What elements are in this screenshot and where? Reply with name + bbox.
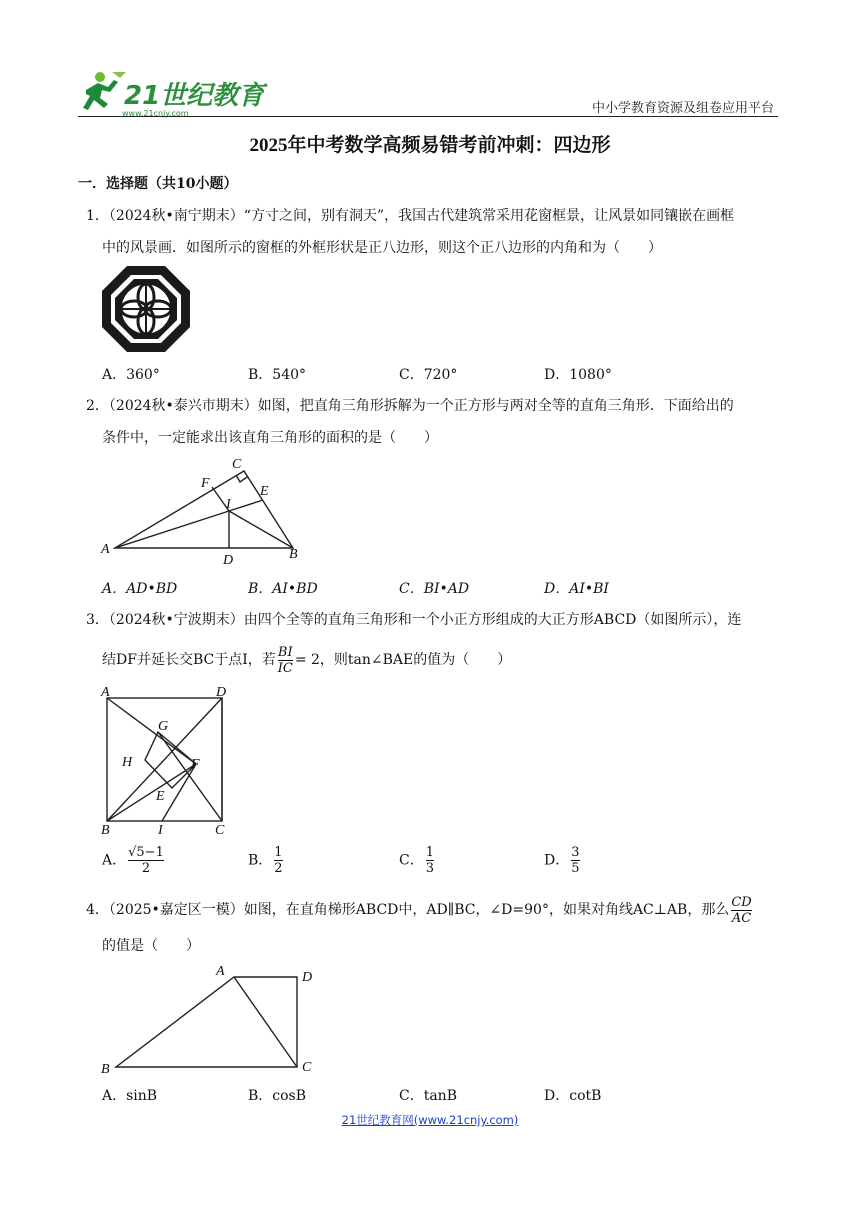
- site-logo: [78, 68, 265, 118]
- svg-text:C: C: [215, 823, 225, 838]
- svg-text:A: A: [216, 964, 225, 979]
- svg-text:A: A: [101, 542, 110, 557]
- runner-icon: [83, 72, 126, 110]
- svg-text:E: E: [156, 789, 165, 804]
- question-2-line-1: 2．（2024秋•泰兴市期末）如图，把直角三角形拆解为一个正方形与两对全等的直角三角形．下面给出的: [86, 398, 734, 414]
- svg-text:www.21cnjy.com: www.21cnjy.com: [122, 109, 189, 118]
- svg-text:B: B: [101, 823, 110, 838]
- svg-text:B: B: [289, 547, 298, 562]
- q4-option-a: A．sinB: [102, 1088, 158, 1104]
- q3-option-b: B． $\frac{1}{2}$: [248, 845, 283, 876]
- footer-link[interactable]: 21世纪教育网(www.21cnjy.com): [341, 1113, 519, 1127]
- q2-option-b: B．AI•BD: [248, 581, 318, 597]
- svg-text:E: E: [260, 484, 269, 499]
- question-1-line-1: 1．（2024秋•南宁期末）“方寸之间，别有洞天”，我国古代建筑常采用花窗框景，让风景如同镶嵌在画框: [86, 208, 735, 224]
- q4-fraction: $\frac{CD}{AC}$: [731, 894, 752, 926]
- q2-option-d: D．AI•BI: [544, 581, 609, 597]
- q4-option-b: B．cosB: [248, 1088, 307, 1104]
- q2-option-a: A．AD•BD: [102, 581, 178, 597]
- question-3-line-1: 3．（2024秋•宁波期末）由四个全等的直角三角形和一个小正方形组成的大正方形ABCD（如图所示），连: [86, 612, 742, 628]
- right-triangle-figure: [100, 455, 310, 571]
- svg-text:C: C: [302, 1060, 312, 1075]
- q3-option-a: A． $\frac{√5-1}{2}$: [102, 845, 164, 876]
- svg-text:H: H: [122, 755, 133, 770]
- q1-option-b: B．540°: [248, 367, 307, 383]
- trapezoid-figure: [100, 962, 325, 1081]
- svg-text:I: I: [158, 823, 163, 838]
- svg-text:D: D: [223, 553, 234, 568]
- q2-option-c: C．BI•AD: [399, 581, 470, 597]
- octagon-window-figure: [101, 265, 191, 357]
- header-divider: [78, 116, 778, 117]
- svg-text:F: F: [191, 757, 200, 772]
- q4-option-c: C．tanB: [399, 1088, 457, 1104]
- svg-text:A: A: [101, 685, 110, 700]
- q3-fraction: $\frac{BI}{IC}$: [277, 644, 293, 676]
- q1-option-a: A．360°: [102, 367, 160, 383]
- q1-option-c: C．720°: [399, 367, 458, 383]
- question-2-line-2: 条件中，一定能求出该直角三角形的面积的是（ ）: [102, 430, 438, 446]
- question-1-line-2: 中的风景画．如图所示的窗框的外框形状是正八边形，则这个正八边形的内角和为（ ）: [102, 240, 662, 256]
- svg-text:D: D: [302, 970, 313, 985]
- section-heading: 一．选择题（共10小题）: [78, 176, 238, 192]
- svg-text:21世纪教育: 21世纪教育: [124, 81, 265, 111]
- q4-option-d: D．cotB: [544, 1088, 602, 1104]
- q1-option-d: D．1080°: [544, 367, 612, 383]
- q3-option-d: D． $\frac{3}{5}$: [544, 845, 580, 876]
- svg-text:D: D: [216, 685, 227, 700]
- svg-text:C: C: [232, 457, 242, 472]
- question-4-line-1: 4．（2025•嘉定区一模）如图，在直角梯形ABCD中，AD∥BC，∠D=90°，如果对角线AC⊥AB，那么 $\frac{CD}{AC}$: [86, 894, 752, 926]
- page-title: 2025年中考数学高频易错考前冲刺：四边形: [249, 135, 611, 156]
- q3-option-c: C． $\frac{1}{3}$: [399, 845, 434, 876]
- svg-text:I: I: [226, 497, 231, 512]
- svg-text:G: G: [158, 719, 169, 734]
- platform-label: 中小学教育资源及组卷应用平台: [591, 101, 774, 116]
- square-abcd-figure: [100, 684, 240, 840]
- question-4-line-2: 的值是（ ）: [102, 938, 200, 954]
- question-3-line-2: 结DF并延长交BC于点I，若 $\frac{BI}{IC}$ = 2，则tan∠BAE的值为（ ）: [102, 644, 512, 676]
- svg-text:B: B: [101, 1062, 110, 1077]
- svg-text:F: F: [201, 476, 210, 491]
